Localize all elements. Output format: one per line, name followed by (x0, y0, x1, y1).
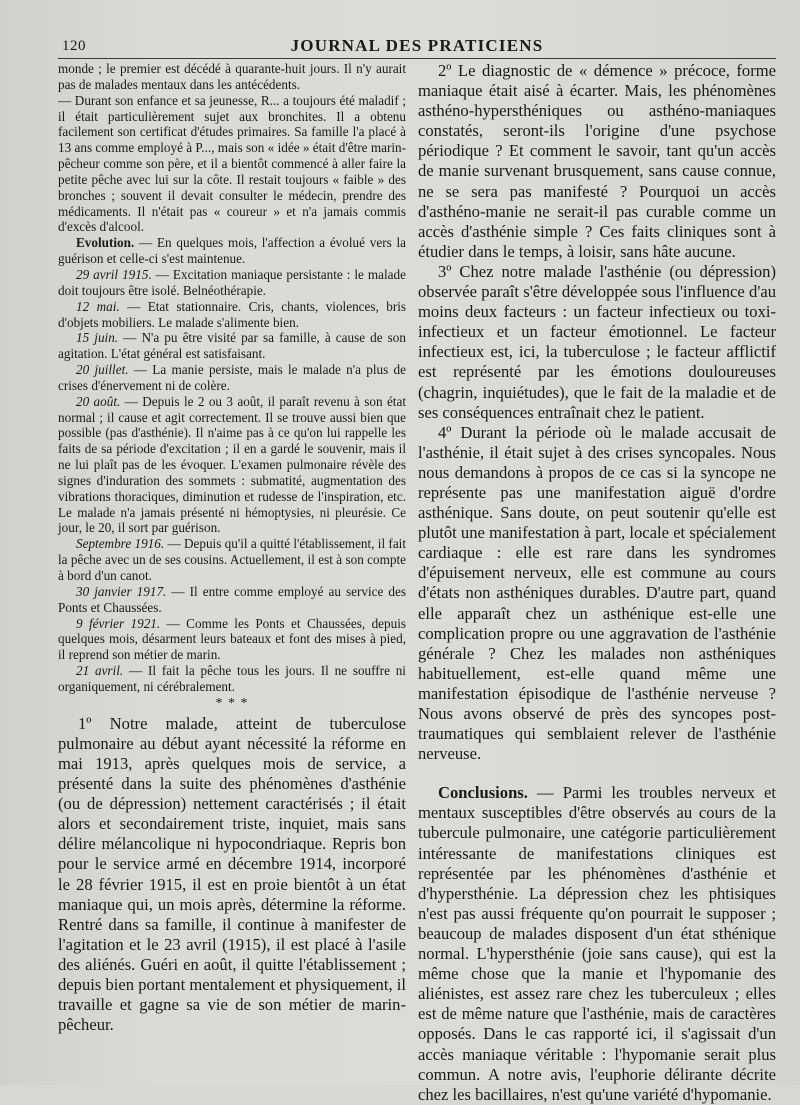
paragraph: — Durant son enfance et sa jeunesse, R... a toujours été maladif ; il était particulièrement sujet aux bronchites. Il a obtenu facilement son certificat d'études primaires. Sa famille l'a placé à 13 ans comme employé à P..., mais son « idée » était d'être marin-pêcheur comme son père, et il a bientôt commencé à aller faire la petite pêche avec lui sur la côte. Il restait toujours « faible » des bronches ; souvent il devait consulter le médecin, prendre des médicaments. Il n'était pas « coureur » et n'a jamais commis d'excès d'alcool. (58, 92, 406, 235)
left-column (58, 61, 406, 1105)
right-column (418, 61, 776, 1105)
paragraph: 4º Durant la période où le malade accusait de l'asthénie, il était sujet à des crises syncopales. Nous nous demandons à propos de ce cas si la syncope ne représente pas une manifestation aiguë d'ordre asthénique. Sans doute, on peut soutenir qu'elle est plutôt une manifestation à part, locale et spécialement cardiaque : elle est rare dans les syndromes d'épuisement nerveux, elle est commune au cours d'états non asthéniques durables. D'autre part, quand elle apparaît chez un asthénique est-elle une complication propre ou une aggravation de l'asthénie générale ? Chez les malades non asthéniques habituellement, est-elle quand même une manifestation épisodique de l'asthénie nerveuse ? Nous avons observé de près des syncopes post-traumatiques qui semblaient relever de l'asthénie nerveuse. (418, 422, 776, 764)
text-columns (58, 61, 776, 1105)
entry-date: 20 juillet. (76, 362, 129, 378)
commentary (58, 714, 406, 1036)
commentary-continued (418, 61, 776, 1105)
paragraph: 3º Chez notre malade l'asthénie (ou dépression) observée paraît s'être développée sous l'influence d'au moins deux facteurs : un facteur infectieux ou toxi-infectieux et un facteur émotionnel. Le facteur infectieux est, ici, la tuberculose ; le facteur afflictif est représenté par les émotions douloureuses (chagrin, inquiétudes), que le fait de la maladie et de ses conséquences entraînait chez le patient. (418, 261, 776, 422)
paragraph: 1º Notre malade, atteint de tuberculose pulmonaire au début ayant nécessité la réforme en mai 1913, après quelques mois de service, a présenté dans la suite des phénomènes d'asthénie (ou de dépression) nettement caractérisés ; il était alors et secondairement triste, inquiet, mais sans délire mélancolique ni hypocondriaque. Repris bon pour le service armé en décembre 1914, incorporé le 28 février 1915, il est en proie bientôt à un état maniaque qui, un mois après, détermine la réforme. Rentré dans sa famille, il continue à manifester de l'agitation et le 23 avril (1915), il est placé à l'asile des aliénés. Guéri en août, il quitte l'établissement ; depuis bien portant mentalement et physiquement, il travaille et gagne sa vie de son métier de marin-pêcheur. (58, 713, 406, 1035)
evolution-paragraph: Evolution. — En quelques mois, l'affection a évolué vers la guérison et celle-ci s'est maintenue. (58, 235, 406, 267)
entry-date: 20 août. (76, 393, 121, 409)
conclusions-paragraph: Conclusions. — Parmi les troubles nerveux et mentaux susceptibles d'être observés au cours de la tubercule pulmonaire, une catégorie particulièrement intéressante de manifestations cliniques est représentée par les phénomènes d'asthénie et d'hypersthénie. La dépression chez les phtisiques n'est pas aussi fréquente qu'on pourrait le supposer ; beaucoup de malades disposent d'un état sthénique normal. L'hypersthénie (joie sans cause), qui est la même chose que la manie et l'hypomanie des aliénistes, est assez rare chez les tuberculeux ; elles est de même nature que l'asthénie, mais de caractères opposés. Dans le cas rapporté ici, il s'agissait d'un accès maniaque véritable : l'hypomanie serait plus commun. A notre avis, l'euphorie délirante décrite chez les bacillaires, n'est qu'une variété d'hypomanie. (418, 783, 776, 1104)
paragraph: 2º Le diagnostic de « démence » précoce, forme maniaque était aisé à écarter. Mais, les phénomènes asthéno-hypersthéniques ou asthéno-maniaques constatés, seront-ils l'origine d'une psychose périodique ? Et comment le savoir, tant qu'un accès de manie survenant brusquement, sans cause connue, ne se sera pas manifesté ? Pourquoi un accès d'asthéno-manie ne serait-il pas curable comme un accès d'asthénie simple ? Ces faits cliniques sont à étudier dans le temps, à loisir, sans hâte aucune. (418, 61, 776, 261)
paragraph: monde ; le premier est décédé à quarante-huit jours. Il n'y aurait pas de malades mentaux dans les antécédents. (58, 61, 406, 92)
evolution-entry: 20 août. — Depuis le 2 ou 3 août, il paraît revenu à son état normal ; il cause et agit correctement. Il se trouve aussi bien que possible (pas d'asthénie). Il n'aime pas à ce qu'on lui rappelle les faits de sa période d'excitation ; il en a gardé le souvenir, mais il ne lui plaît pas de les évoquer. L'examen pulmonaire révèle des signes d'induration des sommets : submatité, augmentation des vibrations thoraciques, diminution et rudesse de l'inspiration, etc. Le malade n'a jamais présenté ni hémoptysies, ni pleurésie. Ce jour, le 20, il sort par guérison. (58, 393, 406, 536)
evolution-entry: 15 juin. — N'a pu être visité par sa famille, à cause de son agitation. L'état général est satisfaisant. (58, 330, 406, 362)
entry-date: 29 avril 1915. (76, 266, 152, 282)
entry-date: 30 janvier 1917. (76, 583, 167, 599)
spacer (418, 764, 776, 783)
evolution-entry: 30 janvier 1917. — Il entre comme employé au service des Ponts et Chaussées. (58, 583, 406, 615)
entry-date: 9 février 1921. (76, 615, 161, 631)
page-header (58, 30, 776, 59)
entry-date: 15 juin. (76, 330, 119, 346)
journal-title: JOURNAL DES PRATICIENS (290, 36, 544, 55)
entry-date: Septembre 1916. (76, 536, 165, 552)
conclusions-heading: Conclusions. (438, 783, 528, 803)
evolution-entry: Septembre 1916. — Depuis qu'il a quitté l'établissement, il fait la pêche avec un de ses cousins. Actuellement, il est à son compte à bord d'un canot. (58, 536, 406, 583)
evolution-entry: 9 février 1921. — Comme les Ponts et Chaussées, depuis quelques mois, désarment leurs bateaux et font des mises à pied, il reprend son métier de marin. (58, 615, 406, 663)
entry-date: 21 avril. (76, 663, 124, 679)
page-number: 120 (62, 38, 86, 54)
section-divider-stars: * * * (215, 695, 249, 711)
evolution-entry: 12 mai. — Etat stationnaire. Cris, chants, violences, bris d'objets mobiliers. Le malade s'alimente bien. (58, 298, 407, 330)
evolution-entry: 29 avril 1915. — Excitation maniaque persistante : le malade doit toujours être isolé. Belnéothérapie. (58, 266, 406, 298)
evolution-entry: 21 avril. — Il fait la pêche tous les jours. Il ne souffre ni organiquement, ni cérébralement. (58, 663, 406, 694)
evolution-entry: 20 juillet. — La manie persiste, mais le malade n'a plus de crises d'énervement ni de colère. (58, 362, 406, 393)
case-history (58, 61, 406, 695)
entry-date: 12 mai. (76, 298, 120, 314)
evolution-heading: Evolution. (76, 235, 135, 251)
